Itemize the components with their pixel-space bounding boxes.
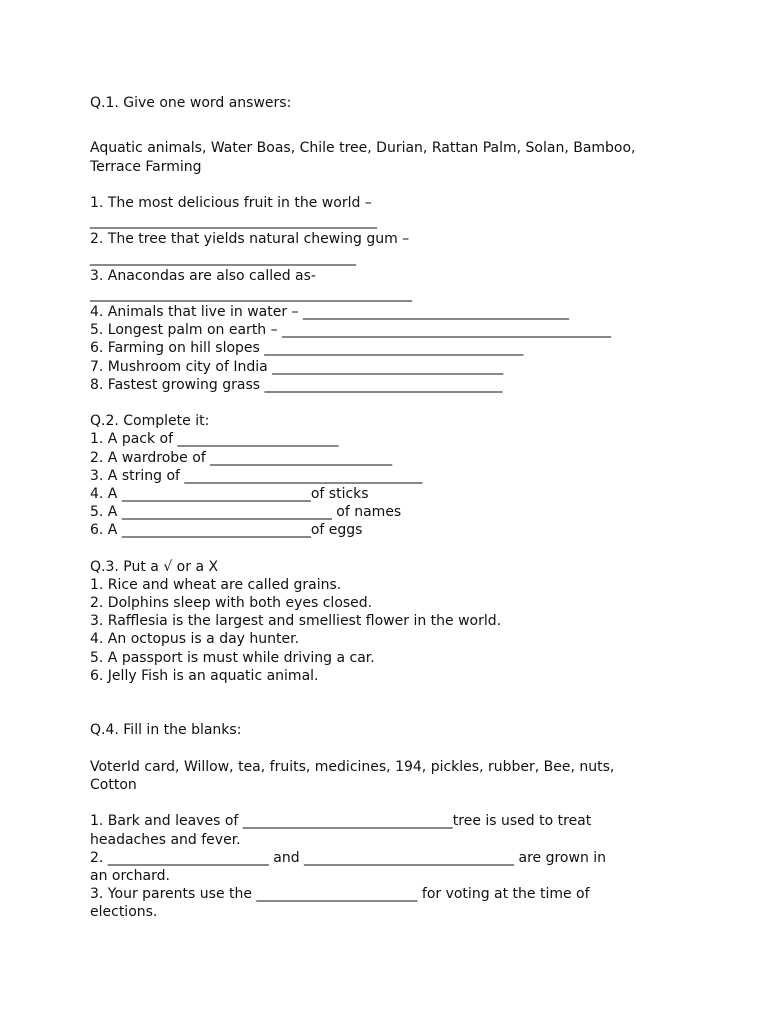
q3-item: 5. A passport is must while driving a car. — [90, 649, 375, 666]
q3-item: 3. Rafflesia is the largest and smelliest flower in the world. — [90, 613, 502, 630]
q1-word-bank-line: Aquatic animals, Water Boas, Chile tree, Durian, Rattan Palm, Solan, Bamboo, — [90, 140, 636, 157]
q2-item: 1. A pack of _______________________ — [90, 431, 339, 448]
q1-item: 2. The tree that yields natural chewing gum – — [90, 231, 410, 248]
worksheet — [90, 94, 690, 921]
q1-heading: Q.1. Give one word answers: — [90, 95, 292, 111]
q3-item: 4. An octopus is a day hunter. — [90, 631, 300, 648]
q1-item: 3. Anacondas are also called as- — [90, 267, 316, 284]
q1-item: 4. Animals that live in water – ______________________________________ — [90, 304, 570, 321]
q2-heading: Q.2. Complete it: — [90, 413, 210, 430]
q4-item: 1. Bark and leaves of ______________________________tree is used to treat — [90, 813, 592, 830]
q1-answer-blank: ______________________________________________ — [90, 285, 412, 302]
q4-heading: Q.4. Fill in the blanks: — [90, 722, 242, 739]
q4-word-bank-line: Cotton — [90, 776, 137, 793]
q4-item: 3. Your parents use the _______________________ for voting at the time of — [90, 886, 590, 903]
q4-item-continued: headaches and fever. — [90, 831, 241, 848]
q1-answer-blank: _________________________________________ — [90, 213, 377, 230]
q1-item: 8. Fastest growing grass __________________________________ — [90, 376, 503, 393]
q3-item: 1. Rice and wheat are called grains. — [90, 576, 342, 593]
q1-answer-blank: ______________________________________ — [90, 249, 356, 266]
q4-item-continued: elections. — [90, 904, 158, 921]
q2-item: 5. A ______________________________ of names — [90, 504, 402, 521]
q4-word-bank-line: VoterId card, Willow, tea, fruits, medicines, 194, pickles, rubber, Bee, nuts, — [90, 758, 615, 775]
q1-item: 6. Farming on hill slopes _____________________________________ — [90, 340, 524, 357]
q4-item-continued: an orchard. — [90, 867, 170, 884]
q2-item: 4. A ___________________________of sticks — [90, 485, 369, 502]
q4-item: 2. _______________________ and ______________________________ are grown in — [90, 849, 607, 866]
q2-item: 2. A wardrobe of __________________________ — [90, 449, 393, 466]
q1-item: 7. Mushroom city of India _________________________________ — [90, 358, 504, 375]
q1-item: 5. Longest palm on earth – _______________________________________________ — [90, 322, 612, 339]
q2-item: 6. A ___________________________of eggs — [90, 522, 363, 539]
q3-item: 2. Dolphins sleep with both eyes closed. — [90, 595, 373, 612]
q2-item: 3. A string of __________________________________ — [90, 467, 423, 484]
q1-item: 1. The most delicious fruit in the world – — [90, 194, 372, 211]
q3-item: 6. Jelly Fish is an aquatic animal. — [90, 667, 319, 684]
q1-word-bank-line: Terrace Farming — [90, 158, 202, 175]
q3-heading: Q.3. Put a √ or a X — [90, 558, 219, 575]
